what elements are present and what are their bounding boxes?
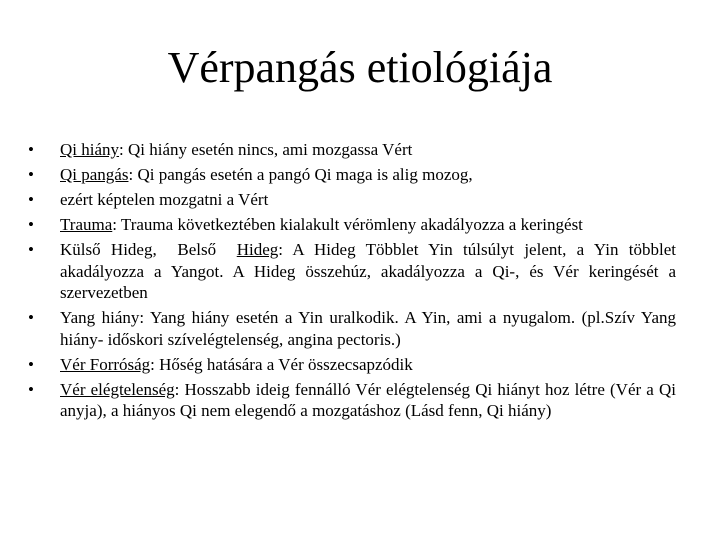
list-item-qi-hiany [28, 139, 676, 161]
text-qi-hiany: : Qi hiány esetén nincs, ami mozgassa Vért [119, 140, 413, 159]
text-hideg: : A Hideg Többlet Yin túlsúlyt jelent, a Yin többlet akadályozza a Yangot. A Hideg összehúz, akadályozza a Qi-, és Vér keringését a szervezetben [60, 240, 676, 302]
list-item-ver-elegtelenseg [28, 379, 676, 422]
term-qi-pangas: Qi pangás [60, 165, 129, 184]
text-ver-forrosag: : Hőség hatására a Vér összecsapzódik [150, 354, 413, 374]
prefix-hideg: Külső Hideg, Belső [60, 240, 237, 259]
term-trauma: Trauma [60, 215, 113, 234]
list-item-trauma [28, 214, 676, 236]
text-trauma: : Trauma következtében kialakult vérömleny akadályozza a keringést [112, 215, 583, 234]
bullet-list [28, 139, 676, 425]
list-item-ver-forrosag [28, 354, 676, 376]
list-item-mozgatni [28, 189, 676, 211]
text-yang-hiany: Yang hiány: Yang hiány esetén a Yin uralkodik. A Yin, ami a nyugalom. (pl.Szív Yang hiány- időskori szívelégtelenség, angina pectoris.) [60, 308, 676, 349]
term-ver-forrosag: Vér Forróság [60, 354, 151, 374]
term-hideg: Hideg [236, 240, 279, 259]
term-qi-hiany: Qi hiány [60, 140, 120, 159]
list-item-yang-hiany [28, 307, 676, 350]
text-qi-pangas: : Qi pangás esetén a pangó Qi maga is alig mozog, [128, 165, 473, 184]
term-ver-elegtelenseg: Vér elégtelenség [60, 379, 175, 399]
slide-title: Vérpangás etiológiája [167, 43, 553, 92]
list-item-qi-pangas [28, 164, 676, 186]
text-ver-elegtelenseg: : Hosszabb ideig fennálló Vér elégtelenség Qi hiányt hoz létre (Vér a Qi anyja), a hiányos Qi nem elegendő a mozgatáshoz (Lásd fenn, Qi hiány) [60, 379, 676, 420]
text-mozgatni: ezért képtelen mozgatni a Vért [60, 190, 269, 209]
list-item-hideg [28, 239, 676, 304]
